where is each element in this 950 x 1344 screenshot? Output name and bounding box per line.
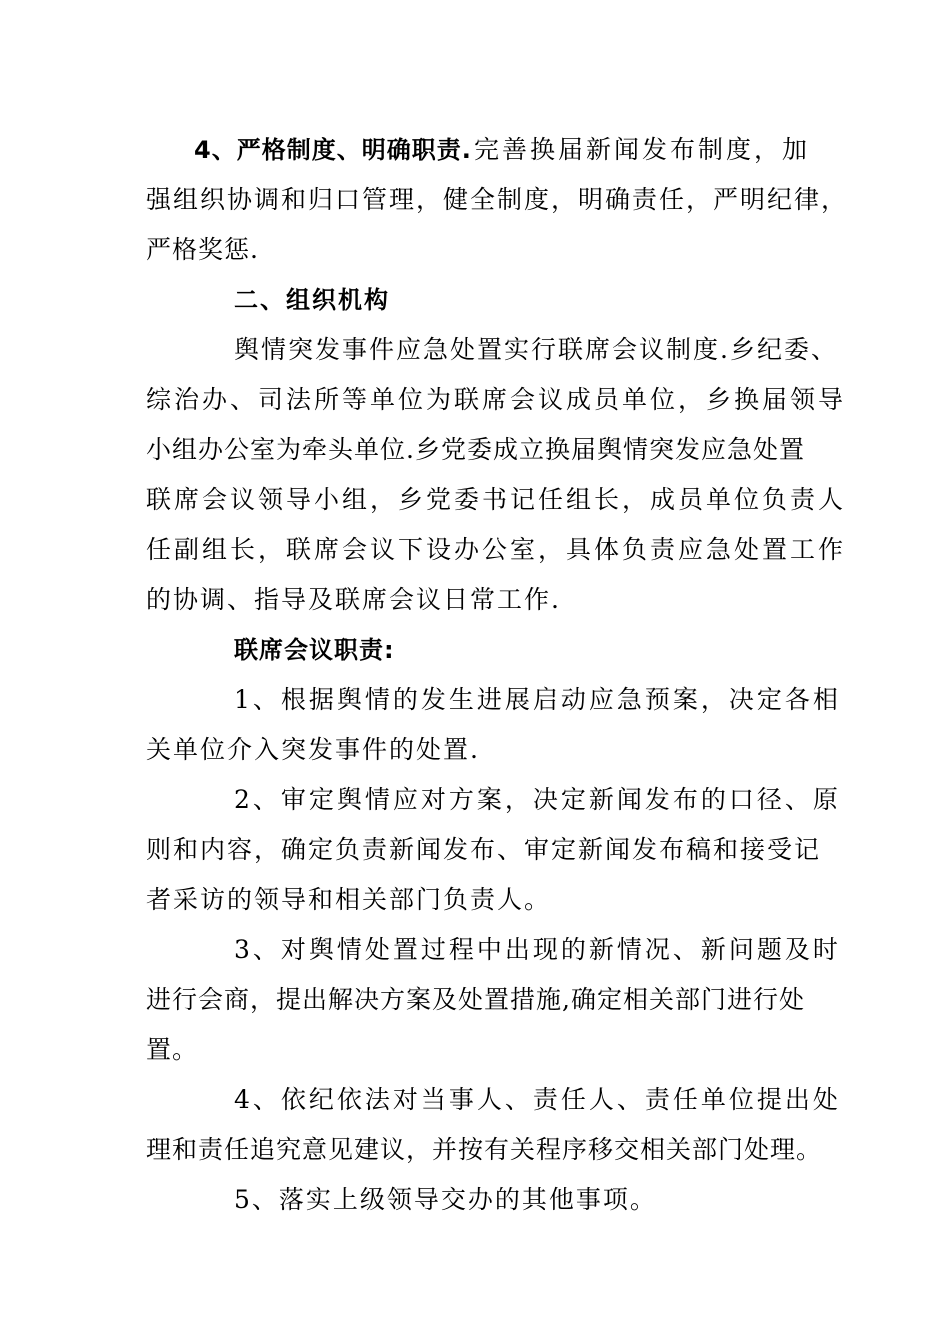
duty-2-line-3 [0, 880, 950, 920]
duty-5-line-1 [0, 1180, 950, 1220]
duties-heading-line [0, 630, 950, 670]
item4-body-line-3: 严格奖惩. [146, 235, 259, 264]
duty-2-line-1 [0, 780, 950, 820]
org-para-text-3: 小组办公室为牵头单位.乡党委成立换届舆情突发应急处置 [146, 435, 805, 464]
duty-4-line-2 [0, 1130, 950, 1170]
duty-3-text-3: 置。 [146, 1035, 199, 1064]
section-two-heading-line [0, 280, 950, 320]
org-para-line-6 [0, 580, 950, 620]
org-para-line-5 [0, 530, 950, 570]
org-para-text-6: 的协调、指导及联席会议日常工作. [146, 585, 561, 614]
intro-line-1 [0, 130, 950, 170]
intro-line-3 [0, 230, 950, 270]
duty-3-line-1 [0, 930, 950, 970]
duty-1-text-1: 1、根据舆情的发生进展启动应急预案，决定各相 [234, 685, 841, 714]
intro-line-2 [0, 180, 950, 220]
duty-4-line-1 [0, 1080, 950, 1120]
duty-5-text-1: 5、落实上级领导交办的其他事项。 [234, 1185, 657, 1214]
duty-3-text-2: 进行会商，提出解决方案及处置措施,确定相关部门进行处 [146, 985, 805, 1014]
duty-3-text-1: 3、对舆情处置过程中出现的新情况、新问题及时 [234, 935, 841, 964]
org-para-text-2: 综治办、司法所等单位为联席会议成员单位，乡换届领导 [146, 385, 847, 414]
org-para-line-3 [0, 430, 950, 470]
item4-body-line-2: 强组织协调和归口管理，健全制度，明确责任，严明纪律， [146, 185, 849, 214]
duty-1-line-2 [0, 730, 950, 770]
section-two-heading: 二、组织机构 [234, 286, 390, 314]
duties-heading: 联席会议职责: [234, 636, 395, 664]
org-para-line-1 [0, 330, 950, 370]
item4-body-line-1: 完善换届新闻发布制度，加 [474, 135, 811, 164]
duty-4-text-2: 理和责任追究意见建议，并按有关程序移交相关部门处理。 [146, 1135, 823, 1164]
org-para-text-4: 联席会议领导小组，乡党委书记任组长，成员单位负责人 [146, 485, 847, 514]
duty-2-line-2 [0, 830, 950, 870]
item4-heading: 4、严格制度、明确职责. [194, 136, 472, 164]
org-para-line-2 [0, 380, 950, 420]
duty-3-line-2 [0, 980, 950, 1020]
org-para-text-1: 舆情突发事件应急处置实行联席会议制度.乡纪委、 [234, 335, 838, 364]
duty-2-text-2: 则和内容，确定负责新闻发布、审定新闻发布稿和接受记 [146, 835, 822, 864]
duty-2-text-3: 者采访的领导和相关部门负责人。 [146, 885, 552, 914]
org-para-line-4 [0, 480, 950, 520]
duty-2-text-1: 2、审定舆情应对方案，决定新闻发布的口径、原 [234, 785, 841, 814]
duty-1-line-1 [0, 680, 950, 720]
duty-3-line-3 [0, 1030, 950, 1070]
duty-1-text-2: 关单位介入突发事件的处置. [146, 735, 480, 764]
org-para-text-5: 任副组长，联席会议下设办公室，具体负责应急处置工作 [146, 535, 847, 564]
duty-4-text-1: 4、依纪依法对当事人、责任人、责任单位提出处 [234, 1085, 841, 1114]
